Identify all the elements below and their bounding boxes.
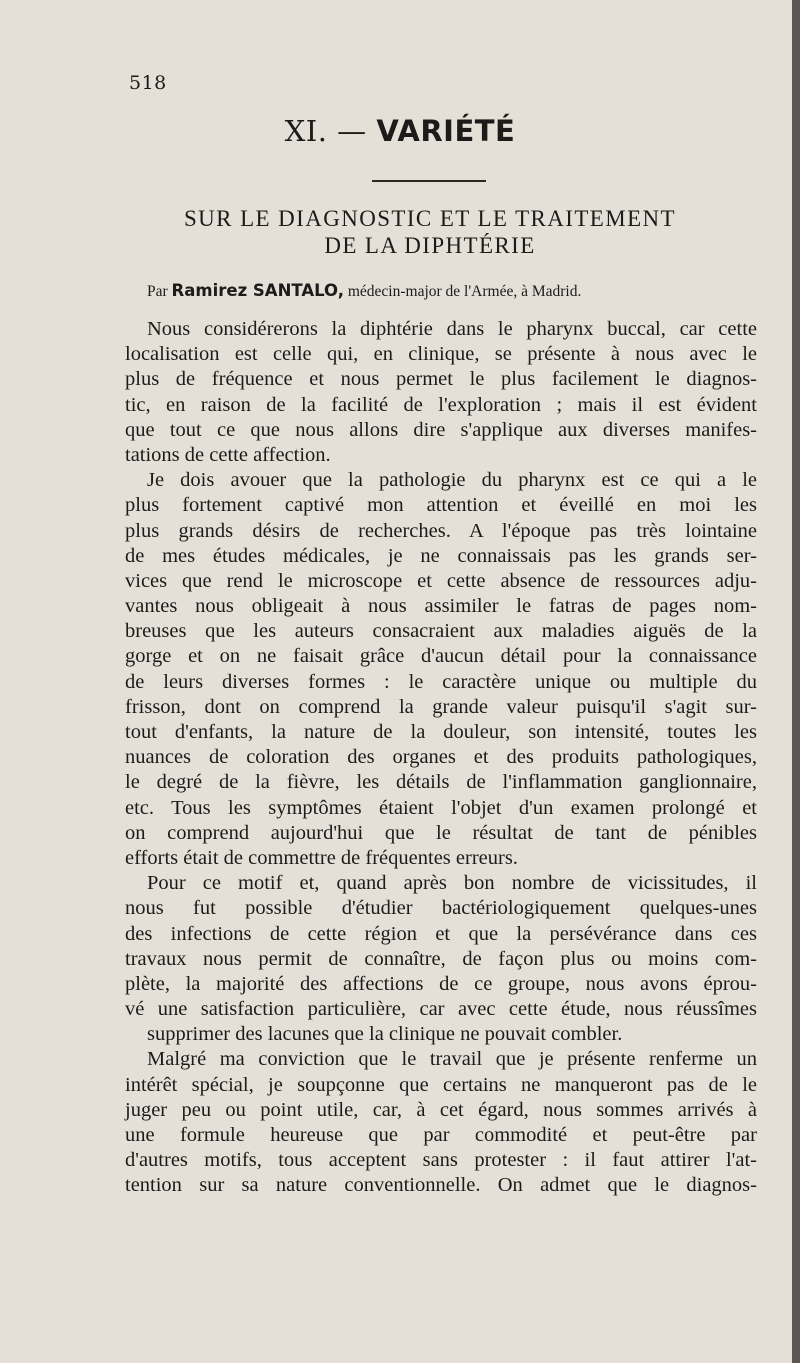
body-line: breuses que les auteurs consacraient aux maladies aiguës de la — [125, 620, 757, 643]
body-line: juger peu ou point utile, car, à cet égard, nous sommes arrivés à — [125, 1098, 757, 1121]
body-line: Malgré ma conviction que le travail que je présente renferme un — [147, 1048, 757, 1071]
section-number: XI. — — [284, 114, 367, 148]
body-line: Pour ce motif et, quand après bon nombre de vicissitudes, il — [147, 872, 757, 895]
body-line: Nous considérerons la diphtérie dans le pharynx buccal, car cette — [147, 318, 757, 340]
body-line: etc. Tous les symptômes étaient l'objet d'un examen prolongé et — [125, 796, 757, 819]
body-line: plus de fréquence et nous permet le plus facilement le diagnos- — [125, 368, 757, 391]
body-line: tention sur sa nature conventionnelle. On admet que le diagnos- — [125, 1174, 757, 1197]
article-title-line-1: SUR LE DIAGNOSTIC ET LE TRAITEMENT — [183, 206, 677, 231]
body-line: vantes nous obligeait à nous assimiler le fatras de pages nom- — [125, 595, 757, 618]
body-line: plus fortement captivé mon attention et éveillé en moi les — [125, 494, 757, 517]
byline — [147, 281, 747, 301]
body-line: vices que rend le microscope et cette absence de ressources adju- — [125, 569, 757, 592]
section-heading — [0, 114, 800, 148]
body-line: on comprend aujourd'hui que le résultat de tant de pénibles — [125, 821, 757, 844]
body-line: nuances de coloration des organes et des produits pathologiques, — [125, 746, 757, 769]
body-line: plète, la majorité des affections de ce groupe, nous avons éprou- — [125, 972, 757, 995]
body-line: des infections de cette région et que la persévérance dans ces — [125, 922, 757, 945]
body-line: travaux nous permit de connaître, de façon plus ou moins com- — [125, 947, 757, 970]
body-line: tic, en raison de la facilité de l'exploration ; mais il est évident — [125, 393, 757, 416]
body-line: supprimer des lacunes que la clinique ne pouvait combler. — [147, 1023, 623, 1046]
byline-prefix: Par — [147, 283, 168, 300]
body-line: plus grands désirs de recherches. A l'époque pas très lointaine — [125, 519, 757, 542]
body-line: localisation est celle qui, en clinique, se présente à nous avec le — [125, 343, 757, 366]
body-line: une formule heureuse que par commodité et peut-être par — [125, 1124, 757, 1146]
body-line: nous fut possible d'étudier bactériologiquement quelques-unes — [125, 897, 757, 920]
article-title-line-2: DE LA DIPHTÉRIE — [324, 233, 536, 258]
title-divider — [372, 180, 486, 182]
body-line: le degré de la fièvre, les détails de l'inflammation ganglionnaire, — [125, 771, 757, 794]
body-line: que tout ce que nous allons dire s'applique aux diverses manifes- — [125, 418, 757, 441]
body-line: d'autres motifs, tous acceptent sans protester : il faut attirer l'at- — [125, 1149, 757, 1172]
body-line: efforts était de commettre de fréquentes erreurs. — [125, 846, 518, 869]
author-affiliation: médecin-major de l'Armée, à Madrid. — [347, 283, 582, 300]
article-body — [125, 317, 757, 1199]
body-line: frisson, dont on comprend la grande valeur puisqu'il s'agit sur- — [125, 695, 757, 718]
body-line: Je dois avouer que la pathologie du pharynx est ce qui a le — [147, 469, 757, 492]
body-line: de leurs diverses formes : le caractère unique ou multiple du — [125, 670, 757, 693]
page-number: 518 — [129, 72, 167, 94]
body-line: intérêt spécial, je soupçonne que certains ne manqueront pas de le — [125, 1073, 757, 1096]
body-line: tations de cette affection. — [125, 443, 331, 466]
author-name: Ramirez SANTALO, — [171, 281, 344, 300]
body-line: de mes études médicales, je ne connaissais pas les grands ser- — [125, 544, 757, 567]
body-line: tout d'enfants, la nature de la douleur, son intensité, toutes les — [125, 721, 757, 743]
body-line: vé une satisfaction particulière, car avec cette étude, nous réussîmes — [125, 998, 757, 1021]
body-line: gorge et on ne faisait grâce d'aucun détail pour la connaissance — [125, 645, 757, 668]
section-label: VARIÉTÉ — [376, 114, 516, 148]
